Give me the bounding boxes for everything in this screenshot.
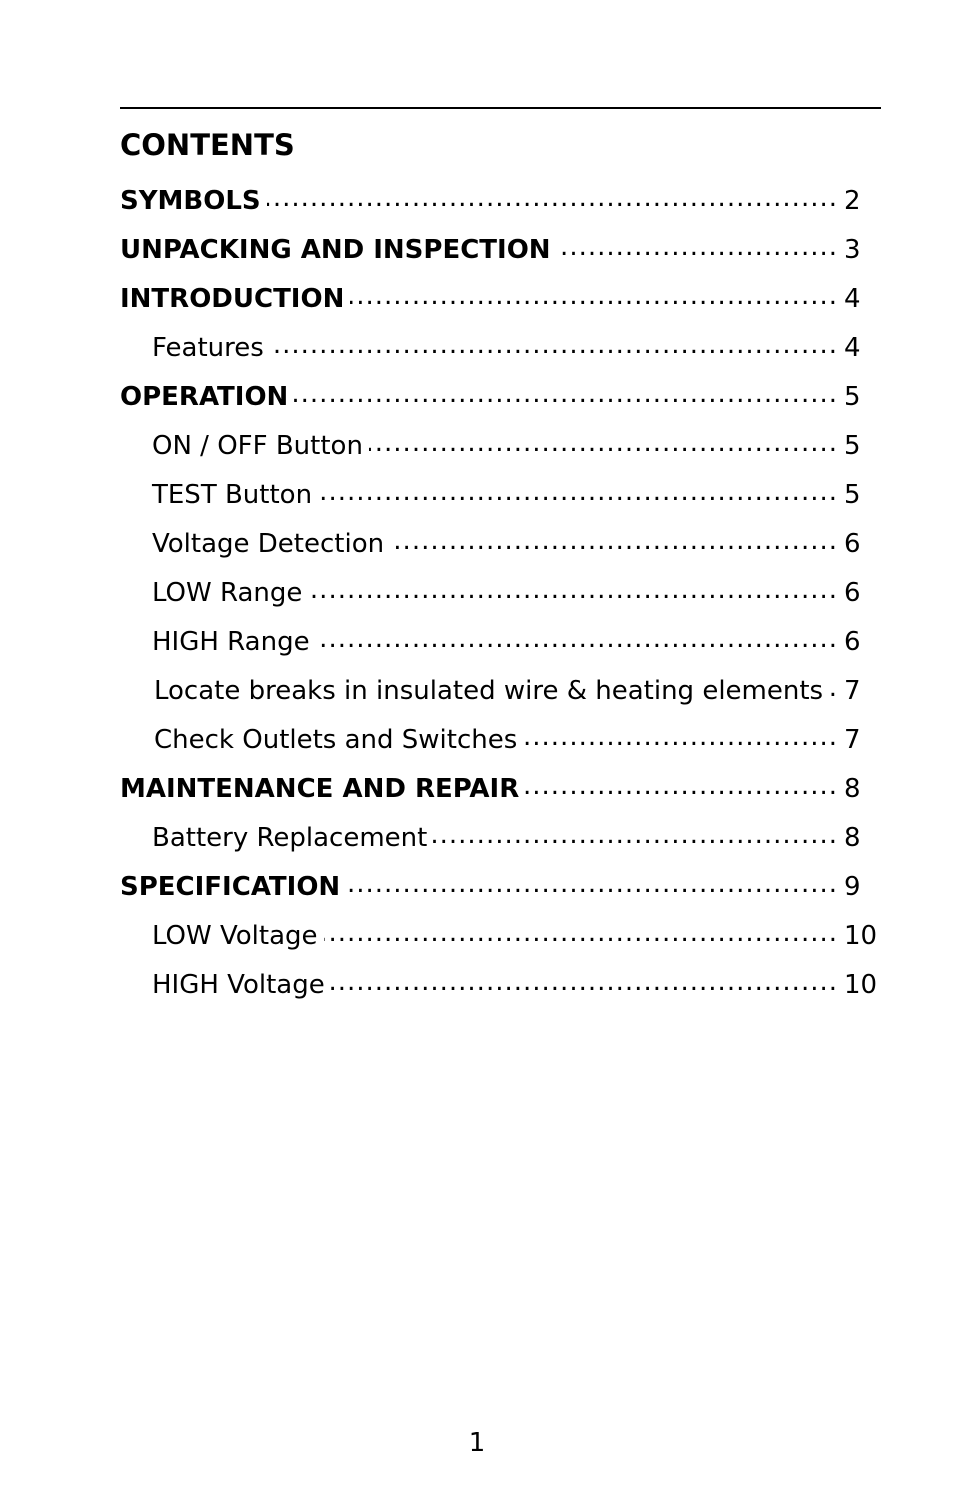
toc-entry-introduction[interactable] — [120, 274, 880, 323]
dot-leader — [318, 470, 838, 519]
toc-entry-page: 4 — [844, 332, 861, 363]
toc-entry-label: LOW Voltage — [152, 920, 318, 951]
toc-entry-label: ON / OFF Button — [152, 430, 363, 461]
toc-entry-test-button[interactable] — [120, 470, 880, 519]
dot-leader — [270, 323, 838, 372]
dot-leader — [829, 666, 838, 715]
toc-entry-features[interactable] — [120, 323, 880, 372]
toc-entry-page: 3 — [844, 234, 861, 265]
toc-entry-page: 6 — [844, 528, 861, 559]
table-of-contents — [120, 176, 880, 1009]
toc-entry-label: UNPACKING AND INSPECTION — [120, 234, 551, 265]
toc-entry-page: 9 — [844, 871, 861, 902]
toc-entry-on-off-button[interactable] — [120, 421, 880, 470]
toc-entry-page: 8 — [844, 773, 861, 804]
dot-leader — [294, 372, 838, 421]
contents-title: CONTENTS — [120, 128, 295, 162]
toc-entry-battery-replacement[interactable] — [120, 813, 880, 862]
toc-entry-page: 5 — [844, 479, 861, 510]
toc-entry-label: OPERATION — [120, 381, 289, 412]
toc-entry-page: 6 — [844, 626, 861, 657]
toc-entry-page: 7 — [844, 675, 861, 706]
toc-entry-page: 10 — [844, 969, 878, 1000]
toc-entry-operation[interactable] — [120, 372, 880, 421]
toc-entry-check-outlets-and-switches[interactable] — [120, 715, 880, 764]
toc-entry-maintenance-and-repair[interactable] — [120, 764, 880, 813]
toc-entry-label: MAINTENANCE AND REPAIR — [120, 773, 520, 804]
toc-entry-label: Battery Replacement — [152, 822, 428, 853]
page-number: 1 — [468, 1428, 486, 1458]
toc-entry-page: 2 — [844, 185, 861, 216]
toc-entry-page: 10 — [844, 920, 878, 951]
toc-entry-locate-breaks[interactable] — [120, 666, 880, 715]
toc-entry-label: SYMBOLS — [120, 185, 261, 216]
dot-leader — [557, 225, 838, 274]
toc-entry-label: HIGH Voltage — [152, 969, 325, 1000]
dot-leader — [350, 274, 838, 323]
toc-entry-page: 6 — [844, 577, 861, 608]
toc-entry-label: INTRODUCTION — [120, 283, 345, 314]
dot-leader — [346, 862, 838, 911]
dot-leader — [267, 176, 838, 225]
dot-leader — [324, 911, 838, 960]
toc-entry-page: 8 — [844, 822, 861, 853]
dot-leader — [369, 421, 838, 470]
toc-entry-label: HIGH Range — [152, 626, 310, 657]
toc-entry-voltage-detection[interactable] — [120, 519, 880, 568]
dot-leader — [331, 960, 838, 1009]
toc-entry-label: SPECIFICATION — [120, 871, 341, 902]
dot-leader — [308, 568, 838, 617]
top-rule — [120, 107, 881, 109]
toc-entry-page: 5 — [844, 430, 861, 461]
toc-entry-unpacking-and-inspection[interactable] — [120, 225, 880, 274]
toc-entry-low-voltage[interactable] — [120, 911, 880, 960]
toc-entry-high-range[interactable] — [120, 617, 880, 666]
toc-entry-label: Features — [152, 332, 264, 363]
toc-entry-low-range[interactable] — [120, 568, 880, 617]
toc-entry-label: LOW Range — [152, 577, 303, 608]
toc-entry-label: Locate breaks in insulated wire & heating elements — [154, 675, 824, 706]
toc-entry-label: Voltage Detection — [152, 528, 385, 559]
toc-entry-specification[interactable] — [120, 862, 880, 911]
toc-entry-page: 5 — [844, 381, 861, 412]
toc-entry-label: TEST Button — [152, 479, 313, 510]
dot-leader — [525, 764, 838, 813]
toc-entry-label: Check Outlets and Switches — [154, 724, 518, 755]
toc-entry-symbols[interactable] — [120, 176, 880, 225]
toc-entry-high-voltage[interactable] — [120, 960, 880, 1009]
toc-entry-page: 4 — [844, 283, 861, 314]
dot-leader — [523, 715, 838, 764]
dot-leader — [316, 617, 838, 666]
toc-entry-page: 7 — [844, 724, 861, 755]
dot-leader — [433, 813, 838, 862]
dot-leader — [390, 519, 838, 568]
